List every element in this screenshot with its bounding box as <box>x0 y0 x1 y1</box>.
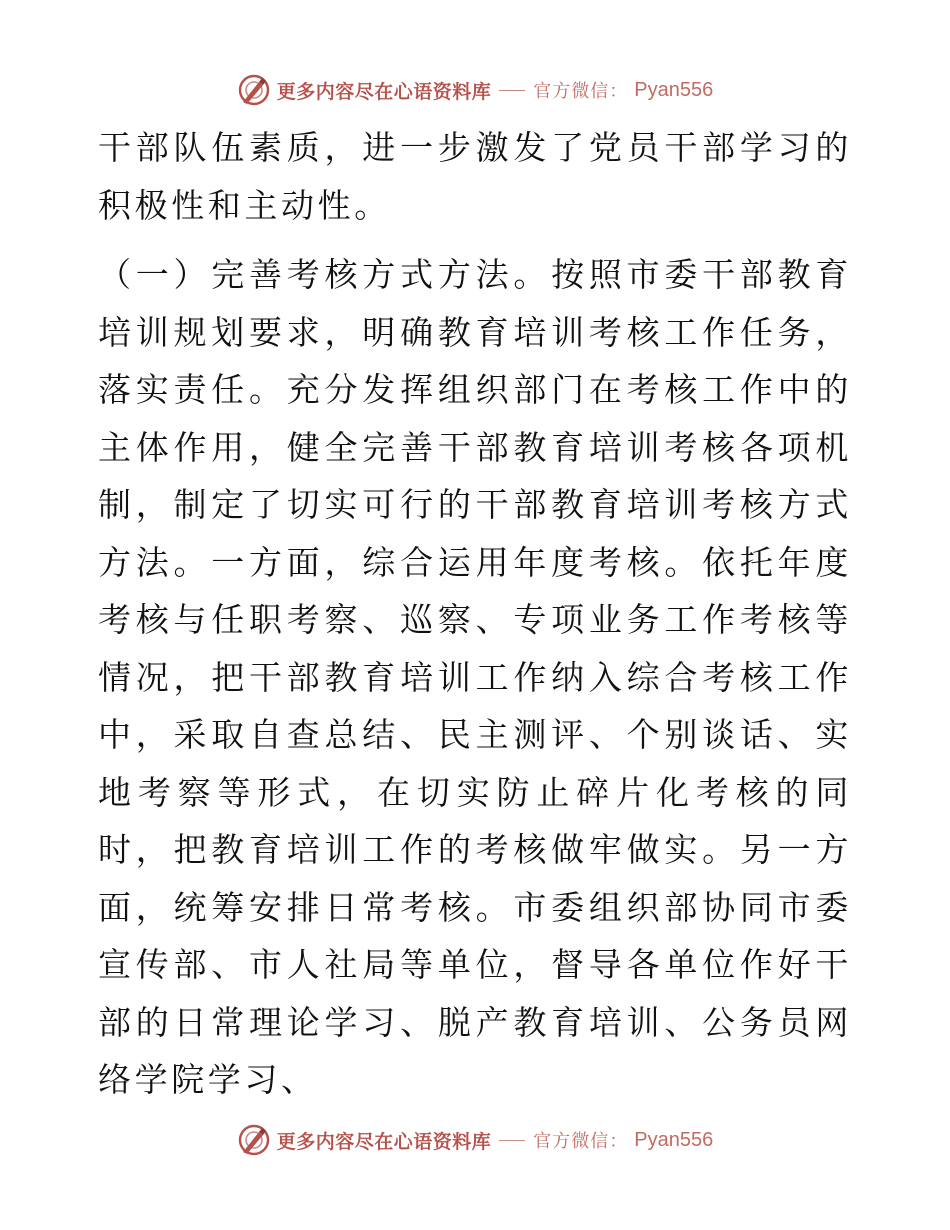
footer-watermark <box>0 1122 950 1158</box>
pen-logo-icon <box>237 1123 271 1157</box>
watermark-wechat-label: 官方微信： <box>533 1131 629 1152</box>
document-body <box>98 119 852 1109</box>
watermark-wechat-id: Pyan556 <box>634 78 714 101</box>
watermark-dash <box>499 90 525 91</box>
watermark-dash <box>499 1140 525 1141</box>
watermark-brand: 更多内容尽在心语资料库 <box>276 80 492 103</box>
paragraph: （一）完善考核方式方法。按照市委干部教育培训规划要求，明确教育培训考核工作任务，落实责任。充分发挥组织部门在考核工作中的主体作用，健全完善干部教育培训考核各项机制，制定了切实可行的干部教育培训考核方式方法。一方面，综合运用年度考核。依托年度考核与任职考察、巡察、专项业务工作考核等情况，把干部教育培训工作纳入综合考核工作中，采取自查总结、民主测评、个别谈话、实地考察等形式，在切实防止碎片化考核的同时，把教育培训工作的考核做牢做实。另一方面，统筹安排日常考核。市委组织部协同市委宣传部、市人社局等单位，督导各单位作好干部的日常理论学习、脱产教育培训、公务员网络学院学习、 <box>98 255 852 1099</box>
header-watermark <box>0 72 950 108</box>
paragraph: 干部队伍素质，进一步激发了党员干部学习的积极性和主动性。 <box>98 128 852 225</box>
pen-logo-icon <box>237 73 271 107</box>
watermark-brand: 更多内容尽在心语资料库 <box>276 1130 492 1153</box>
watermark-wechat-label: 官方微信： <box>533 81 629 102</box>
watermark-wechat-id: Pyan556 <box>634 1128 714 1151</box>
